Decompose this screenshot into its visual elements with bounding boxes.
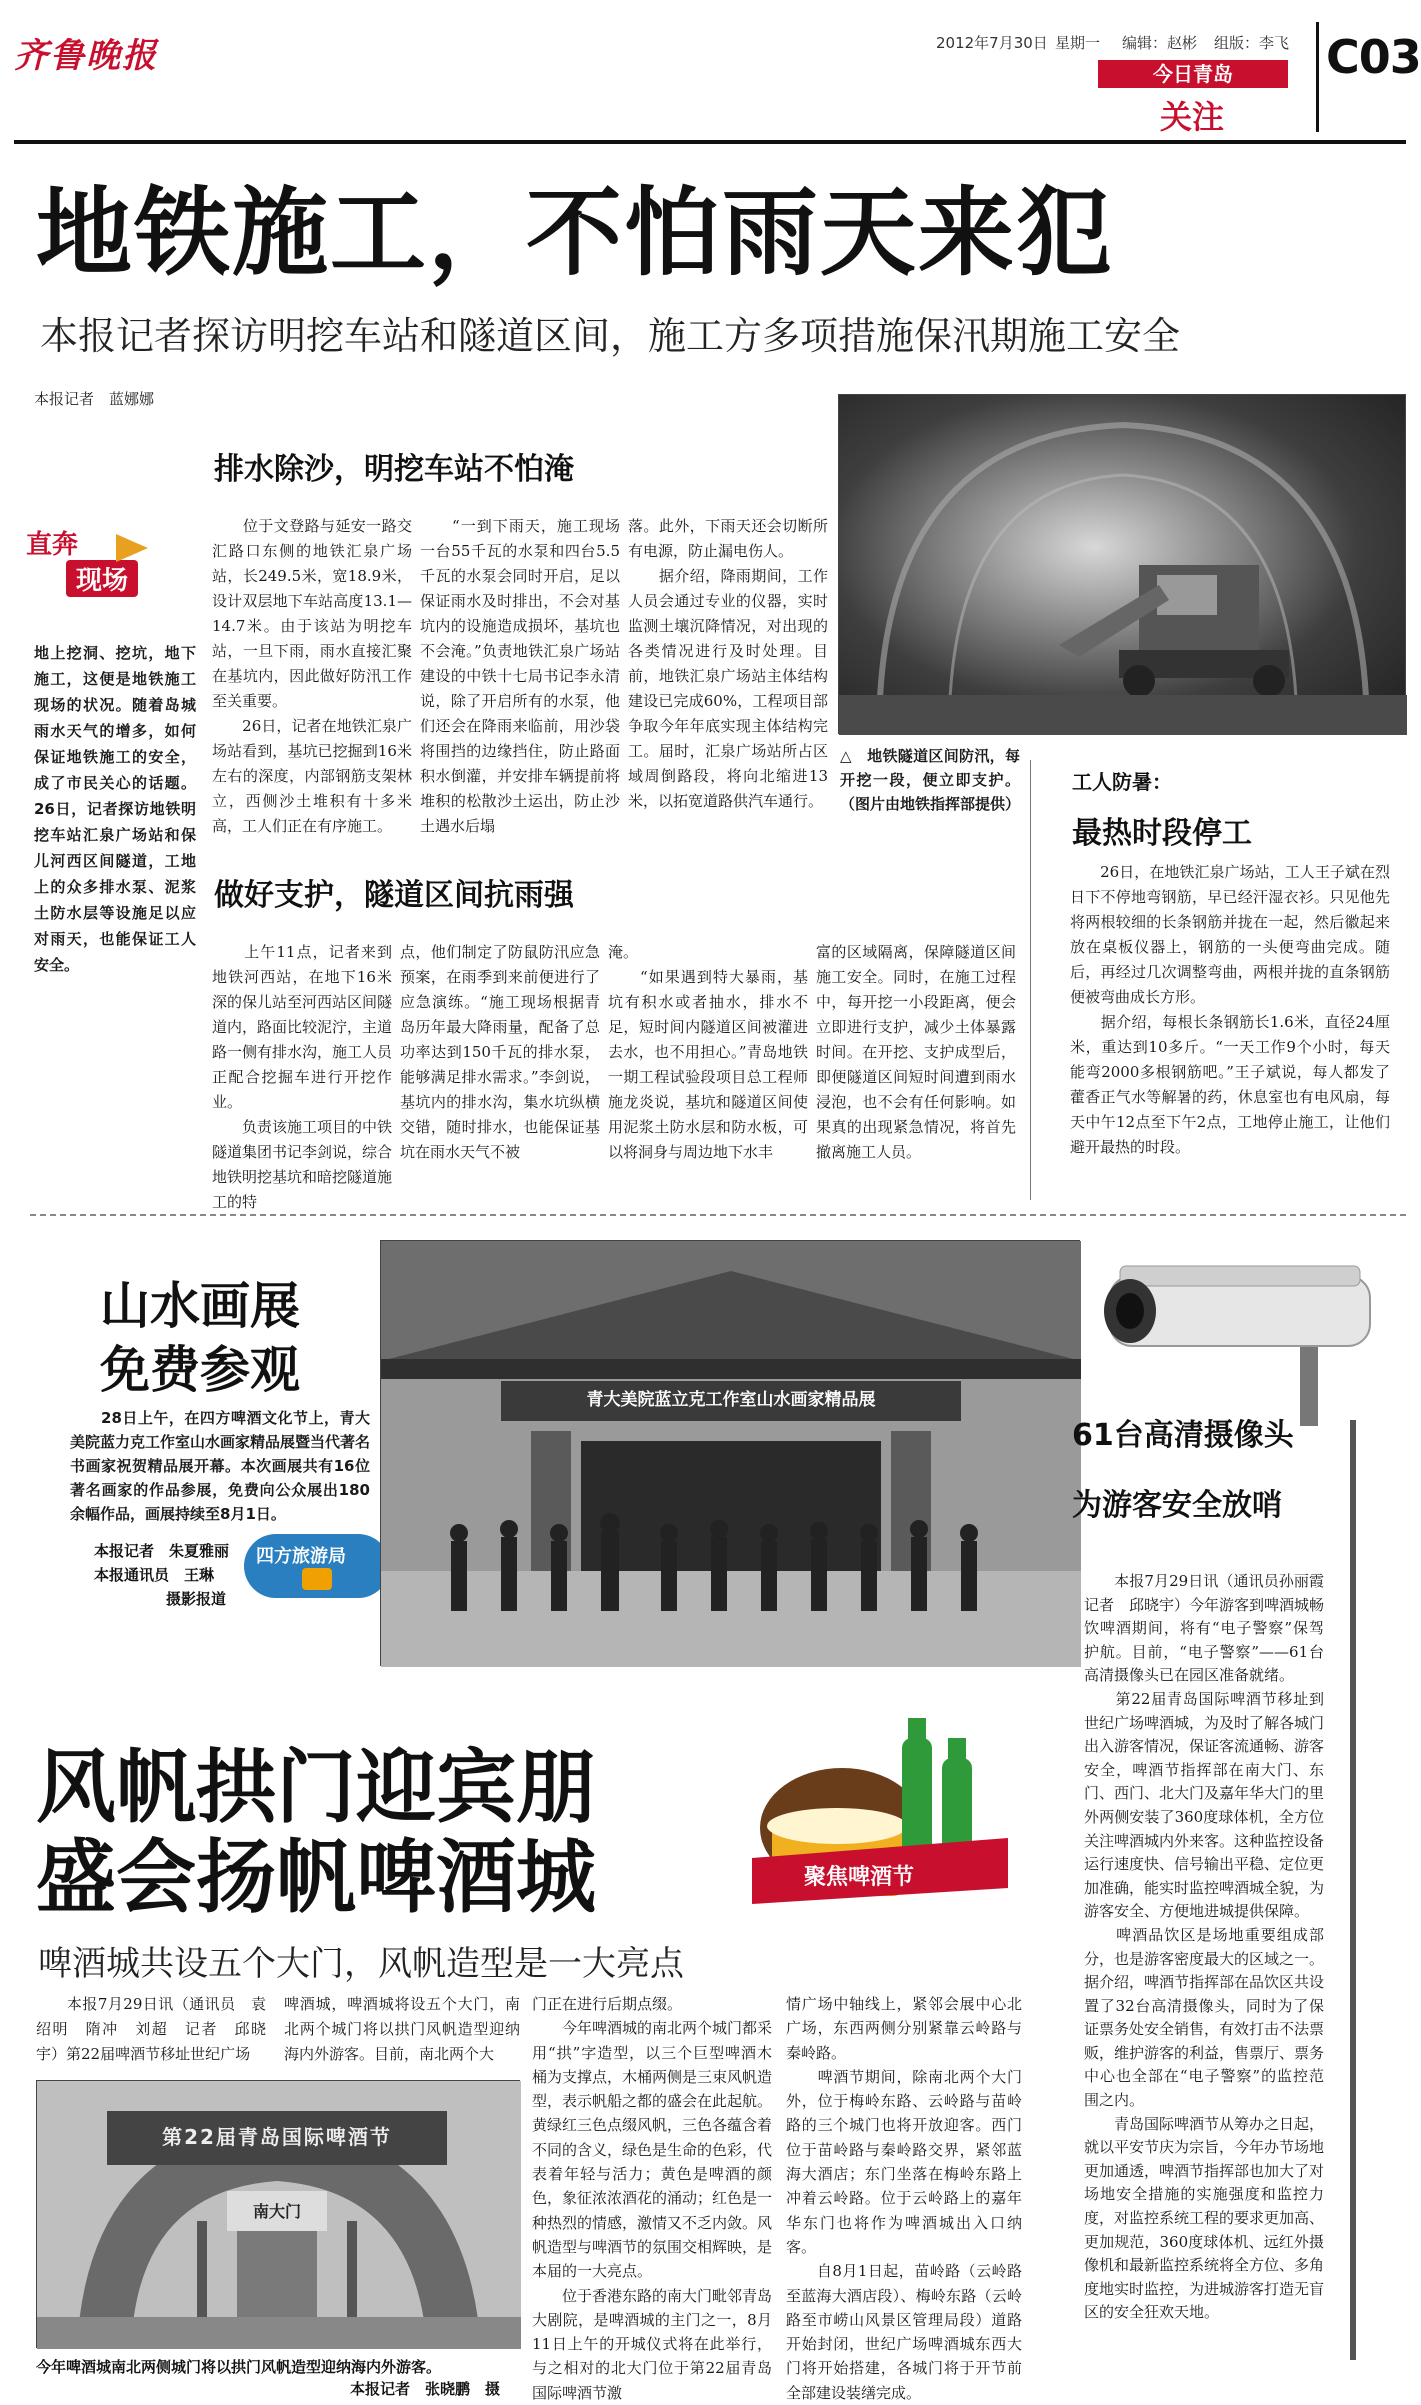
tunnel-photo xyxy=(838,394,1406,734)
page-layout-editor: 组版：李飞 xyxy=(1214,34,1290,52)
section2-title: 做好支护，隧道区间抗雨强 xyxy=(214,878,574,913)
art-credit-2: 本报通讯员 王琳 xyxy=(94,1566,215,1584)
section1-col2: “一到下雨天，施工现场一台55千瓦的水泵和四台5.5千瓦的水泵会同时开启，足以保证雨水及时排出，不会对基坑内的设施造成损坏，基坑也不会淹。”负责地铁汇泉广场站建设的中铁十七局书记李永清说，除了开启所有的水泵，他们还会在降雨来临前，用沙袋将围挡的边缘挡住，防止路面积水倒灌，并安排车辆提前将堆积的松散沙土运出，防止沙土遇水后塌 xyxy=(420,517,620,835)
workers-title: 最热时段停工 xyxy=(1072,816,1252,851)
beer-col2: 啤酒城，啤酒城将设五个大门，南北两个城门将以拱门风帆造型迎纳海内外游客。目前，南北两个大 xyxy=(284,1995,520,2063)
section1-col3: 落。此外，下雨天还会切断所有电源，防止漏电伤人。 据介绍，降雨期间，工作人员会通过专业的仪器，实时监测土壤沉降情况，对出现的各类情况进行及时处理。目前，地铁汇泉广场站主体结构建设已完成60%，工程项目部争取今年年底实现主体结构完工。届时，汇泉广场站所占区域周倒路段，将向北缩进13米，以拓宽道路供汽车通行。 xyxy=(628,517,828,810)
beer-subhead: 啤酒城共设五个大门，风帆造型是一大亮点 xyxy=(38,1944,684,1984)
arrow-icon xyxy=(116,534,148,562)
section-tab: 今日青岛 xyxy=(1098,60,1288,88)
lead-headline: 地铁施工，不怕雨天来犯 xyxy=(36,177,1114,289)
beer-headline-2: 盛会扬帆啤酒城 xyxy=(36,1831,596,1924)
tunnel-photo-caption: △ 地铁隧道区间防汛，每开挖一段，便立即支护。（图片由地铁指挥部提供） xyxy=(840,747,1021,813)
section1-title: 排水除沙，明挖车站不怕淹 xyxy=(214,452,574,487)
cameras-title-2: 为游客安全放哨 xyxy=(1072,1488,1282,1523)
section2-col4: 富的区域隔离，保障隧道区间施工安全。同时，在施工过程中，每开挖一小段距离，便会立即进行支护，减少土体暴露时间。在开挖、支护成型后，即便隧道区间短时间遭到雨水浸泡，也不会有任何影响。如果真的出现紧急情况，将首先撤离施工人员。 xyxy=(816,943,1016,1161)
workers-kicker: 工人防暑： xyxy=(1072,770,1172,794)
exhibition-photo-art xyxy=(381,1241,1081,1667)
section1-col1: 位于文登路与延安一路交汇路口东侧的地铁汇泉广场站，长249.5米，宽18.9米，设计双层地下车站高度13.1—14.7米。由于该站为明挖车站，一旦下雨，雨水直接汇聚在基坑内，因此做好防汛工作至关重要。 26日，记者在地铁汇泉广场站看到，基坑已挖掘到16米左右的深度，内部钢筋支架林立，西侧沙土堆积有十多米高，工人们正在有序施工。 xyxy=(212,517,412,835)
beer-col3: 门正在进行后期点缀。 今年啤酒城的南北两个城门都采用“拱”字造型，以三个巨型啤酒木桶为支撑点，木桶两侧是三束风帆造型，表示帆船之都的盛会在此起航。黄绿红三色点缀风帆，三色各蕴含着不同的含义，绿色是生命的色彩，代表着年轻与活力；黄色是啤酒的颜色，象征浓浓酒花的涌动；红色是一种热烈的情感，激情又不乏内敛。风帆造型与啤酒节的氛围交相辉映，是本届的一大亮点。 位于香港东路的南大门毗邻青岛大剧院，是啤酒城的主门之一，8月11日上午的开城仪式将在此举行，与之相对的北大门位于第22届青岛国际啤酒节激 xyxy=(532,1995,773,2402)
tourism-logo-text: 四方旅游局 xyxy=(256,1546,346,1567)
art-body: 28日上午，在四方啤酒文化节上，青大美院蓝力克工作室山水画家精品展暨当代著名书画家祝贺精品展开幕。本次画展共有16位著名画家的作品参展，免费向公众展出180余幅作品，画展持续至8月1日。 xyxy=(70,1409,371,1523)
paper-logo: 齐鲁晚报 xyxy=(14,36,158,76)
beer-headline-1: 风帆拱门迎宾朋 xyxy=(36,1741,596,1834)
issue-weekday: 星期一 xyxy=(1055,34,1101,52)
section2-col1: 上午11点，记者来到地铁河西站，在地下16米深的保儿站至河西站区间隧道内，路面比较泥泞，主道路一侧有排水沟，施工人员正配合挖掘车进行开挖作业。 负责该施工项目的中铁隧道集团书记李剑说，综合地铁明挖基坑和暗挖隧道施工的特 xyxy=(212,943,393,1211)
exhibition-banner: 青大美院蓝立克工作室山水画家精品展 xyxy=(586,1390,876,1410)
beer-festival-badge xyxy=(732,1718,1028,1904)
security-camera-icon xyxy=(1090,1236,1410,1426)
lead-subhead: 本报记者探访明挖车站和隧道区间，施工方多项措施保汛期施工安全 xyxy=(40,314,1181,358)
art-title-1: 山水画展 xyxy=(100,1277,300,1335)
section2-col3: 淹。 “如果遇到特大暴雨，基坑有积水或者抽水，排水不足，短时间内隧道区间被灌进去水，也不用担心。”青岛地铁一期工程试验段项目总工程师施龙炎说，基坑和隧道区间使用泥浆土防水层和防水板，可以将洞身与周边地下水丰 xyxy=(608,943,808,1161)
lead-intro: 地上挖洞、挖坑，地下施工，这便是地铁施工现场的状况。随着岛城雨水天气的增多，如何保证地铁施工的安全，成了市民关心的话题。26日，记者探访地铁明挖车站汇泉广场站和保儿河西区间隧道，工地上的众多排水泵、泥浆土防水层等设施足以应对雨天，也能保证工人安全。 xyxy=(34,644,196,974)
exhibition-photo xyxy=(380,1240,1080,1666)
gate-plate: 南大门 xyxy=(252,2202,301,2221)
lead-column-rule xyxy=(1030,760,1031,1200)
page-editor: 编辑：赵彬 xyxy=(1122,34,1198,52)
gate-photo xyxy=(36,2080,520,2348)
beer-mug-icon xyxy=(302,1568,332,1590)
cameras-body: 本报7月29日讯（通讯员孙丽霞 记者 邱晓宇）今年游客到啤酒城畅饮啤酒期间，将有“电子警察”保驾护航。目前，“电子警察”——61台高清摄像头已在园区准备就绪。 第22届青岛国际啤酒节移址到世纪广场啤酒城，为及时了解各城门出入游客情况，保证客流通畅、游客安全，啤酒节指挥部在南大门、东门、西门、北大门及嘉年华大门的里外两侧安装了360度球体机，全方位关注啤酒城内外来客。这种监控设备运行速度快、信号输出平稳、定位更加准确，能实时监控啤酒城全貌，为游客安全、方便地进城提供保障。 啤酒品饮区是场地重要组成部分，也是游客密度最大的区域之一。据介绍，啤酒节指挥部在品饮区共设置了32台高清摄像头，同时为了保证票务处安全销售，有效打击不法票贩，维护游客的利益，售票厅、票务中心也全部在“电子警察”的监控范围之内。 青岛国际啤酒节从筹办之日起，就以平安节庆为宗旨，今年办节场地更加通透，啤酒节指挥部也加大了对场地安全措施的实施强度和监控力度，对监控系统工程的要求更加高、更加规范，360度球体机、远红外摄像机和最新监控系统将全方位、多角度地实时监控，为进城游客打造无盲区的安全狂欢天地。 xyxy=(1084,1572,1325,2322)
tunnel-photo-art xyxy=(839,395,1407,735)
masthead-divider xyxy=(1316,22,1319,132)
tourism-logo xyxy=(244,1534,390,1598)
page-number: C03 xyxy=(1326,30,1421,84)
workers-body: 26日，在地铁汇泉广场站，工人王子斌在烈日下不停地弯钢筋，早已经汗湿衣衫。只见他先将两根较细的长条钢筋并拢在一起，然后徽起来放在桌板仪器上，钢筋的一头便弯曲完成。随后，再经过几次调整弯曲，两根并拢的直条钢筋便被弯曲成长方形。 据介绍，每根长条钢筋长1.6米，直径24厘米，重达到10多斤。“一天工作9个小时，每天能弯2000多根钢筋吧。”王子斌说，每人都发了藿香正气水等解暑的药，休息室也有电风扇，每天中午12点至下午2点，工地停止施工，让他们避开最热的时段。 xyxy=(1070,863,1390,1156)
camera-column-rule xyxy=(1350,1420,1356,2360)
live-badge xyxy=(20,524,170,602)
beer-festival-badge-label: 聚焦啤酒节 xyxy=(804,1865,915,1890)
section2-col2: 点，他们制定了防鼠防汛应急预案，在雨季到来前便进行了应急演练。“施工现场根据青岛历年最大降雨量，配备了总功率达到150千瓦的排水泵，能够满足排水需求。”李剑说，基坑内的排水沟，集水坑纵横交错，随时排水，也能保证基坑在雨水天气不被 xyxy=(400,943,600,1161)
art-title-2: 免费参观 xyxy=(100,1341,300,1399)
section-subtitle: 关注 xyxy=(1160,98,1225,136)
cameras-title-1: 61台高清摄像头 xyxy=(1072,1418,1294,1453)
gate-photo-caption: 今年啤酒城南北两侧城门将以拱门风帆造型迎纳海内外游客。 xyxy=(36,2358,442,2376)
gate-sign: 第22届青岛国际啤酒节 xyxy=(162,2125,392,2149)
art-credit-3: 摄影报道 xyxy=(166,1590,227,1608)
issue-date: 2012年7月30日 xyxy=(936,34,1048,52)
lead-byline: 本报记者 蓝娜娜 xyxy=(34,390,155,408)
masthead-rule xyxy=(14,140,1406,144)
art-credit-1: 本报记者 朱夏雅丽 xyxy=(94,1542,230,1560)
beer-col4: 情广场中轴线上，紧邻会展中心北广场，东西两侧分别紧靠云岭路与秦岭路。 啤酒节期间，除南北两个大门外，位于梅岭东路、云岭路与苗岭路的三个城门也将开放迎客。西门位于苗岭路与秦岭路交界，紧邻蓝海大酒店；东门坐落在梅岭东路上冲着云岭路。位于云岭路上的嘉年华东门也将作为啤酒城出入口纳客。 自8月1日起，苗岭路（云岭路至蓝海大酒店段）、梅岭东路（云岭路至市崂山风景区管理局段）道路开始封闭，世纪广场啤酒城东西大门将开始搭建，各城门将于开节前全部建设装缮完成。 xyxy=(786,1995,1022,2402)
gate-photo-credit: 本报记者 张晓鹏 摄 xyxy=(350,2380,501,2398)
section-divider-1 xyxy=(30,1214,1406,1216)
live-badge-bottom: 现场 xyxy=(66,560,138,597)
live-badge-top: 直奔 xyxy=(26,530,79,560)
beer-col1: 本报7月29日讯（通讯员 袁绍明 隋冲 刘超 记者 邱晓宇）第22届啤酒节移址世纪广场 xyxy=(36,1995,266,2063)
